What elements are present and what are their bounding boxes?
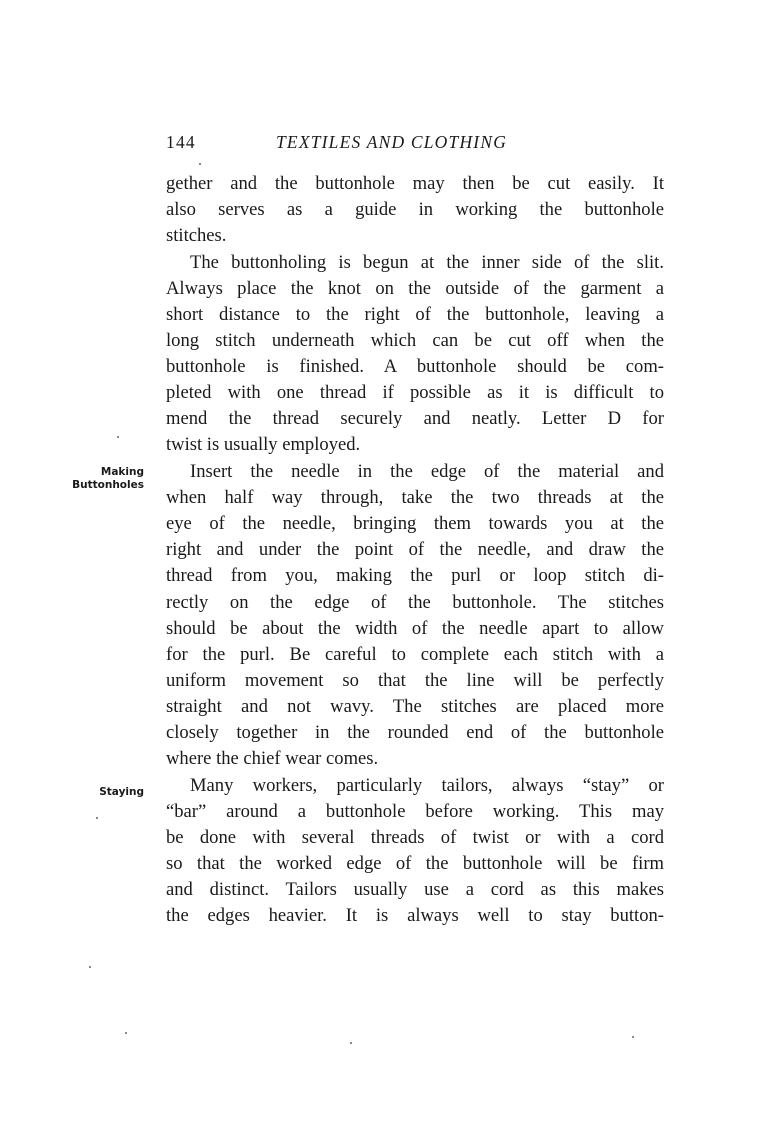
scan-speck bbox=[96, 817, 98, 819]
text-line: straight and not wavy. The stitches are placed more bbox=[166, 696, 664, 717]
margin-note-staying: Staying bbox=[99, 786, 144, 798]
text-line: closely together in the rounded end of the buttonhole bbox=[166, 722, 664, 743]
text-line: gether and the buttonhole may then be cut easily. It bbox=[166, 173, 664, 194]
text-line: Insert the needle in the edge of the material and bbox=[190, 461, 664, 482]
text-line: short distance to the right of the buttonhole, leaving a bbox=[166, 304, 664, 325]
text-line: thread from you, making the purl or loop stitch di- bbox=[166, 565, 664, 586]
scan-speck bbox=[350, 1042, 352, 1044]
running-head bbox=[166, 132, 666, 156]
text-line: stitches. bbox=[166, 225, 227, 246]
margin-note-line: Making bbox=[100, 466, 144, 478]
text-line: where the chief wear comes. bbox=[166, 748, 379, 769]
text-line: for the purl. Be careful to complete each stitch with a bbox=[166, 644, 664, 665]
text-line: The buttonholing is begun at the inner side of the slit. bbox=[190, 252, 664, 273]
text-line: also serves as a guide in working the buttonhole bbox=[166, 199, 664, 220]
text-line: buttonhole is finished. A buttonhole should be com- bbox=[166, 356, 664, 377]
scan-speck bbox=[117, 436, 119, 438]
text-line: uniform movement so that the line will be perfectly bbox=[166, 670, 664, 691]
running-title: TEXTILES AND CLOTHING bbox=[276, 132, 508, 152]
text-line: so that the worked edge of the buttonhole will be firm bbox=[166, 853, 664, 874]
text-line: and distinct. Tailors usually use a cord as this makes bbox=[166, 879, 664, 900]
text-line: “bar” around a buttonhole before working. This may bbox=[166, 801, 664, 822]
text-line: rectly on the edge of the buttonhole. The stitches bbox=[166, 592, 664, 613]
scan-speck bbox=[89, 966, 91, 968]
page-number: 144 bbox=[166, 132, 196, 152]
text-line: be done with several threads of twist or with a cord bbox=[166, 827, 664, 848]
text-line: pleted with one thread if possible as it is difficult to bbox=[166, 382, 664, 403]
scan-speck bbox=[632, 1036, 634, 1038]
text-line: mend the thread securely and neatly. Letter D for bbox=[166, 408, 664, 429]
text-line: twist is usually employed. bbox=[166, 434, 361, 455]
text-line: the edges heavier. It is always well to stay button- bbox=[166, 905, 664, 926]
text-line: Many workers, particularly tailors, always “stay” or bbox=[190, 775, 664, 796]
scan-speck bbox=[125, 1032, 127, 1034]
text-line: long stitch underneath which can be cut off when the bbox=[166, 330, 664, 351]
margin-note-making-buttonholes bbox=[44, 466, 144, 492]
text-line: Always place the knot on the outside of the garment a bbox=[166, 278, 664, 299]
text-line: eye of the needle, bringing them towards you at the bbox=[166, 513, 664, 534]
text-line: right and under the point of the needle, and draw the bbox=[166, 539, 664, 560]
margin-note-line: Buttonholes bbox=[72, 479, 144, 491]
text-line: should be about the width of the needle apart to allow bbox=[166, 618, 664, 639]
scan-speck bbox=[199, 163, 201, 165]
text-line: when half way through, take the two threads at the bbox=[166, 487, 664, 508]
